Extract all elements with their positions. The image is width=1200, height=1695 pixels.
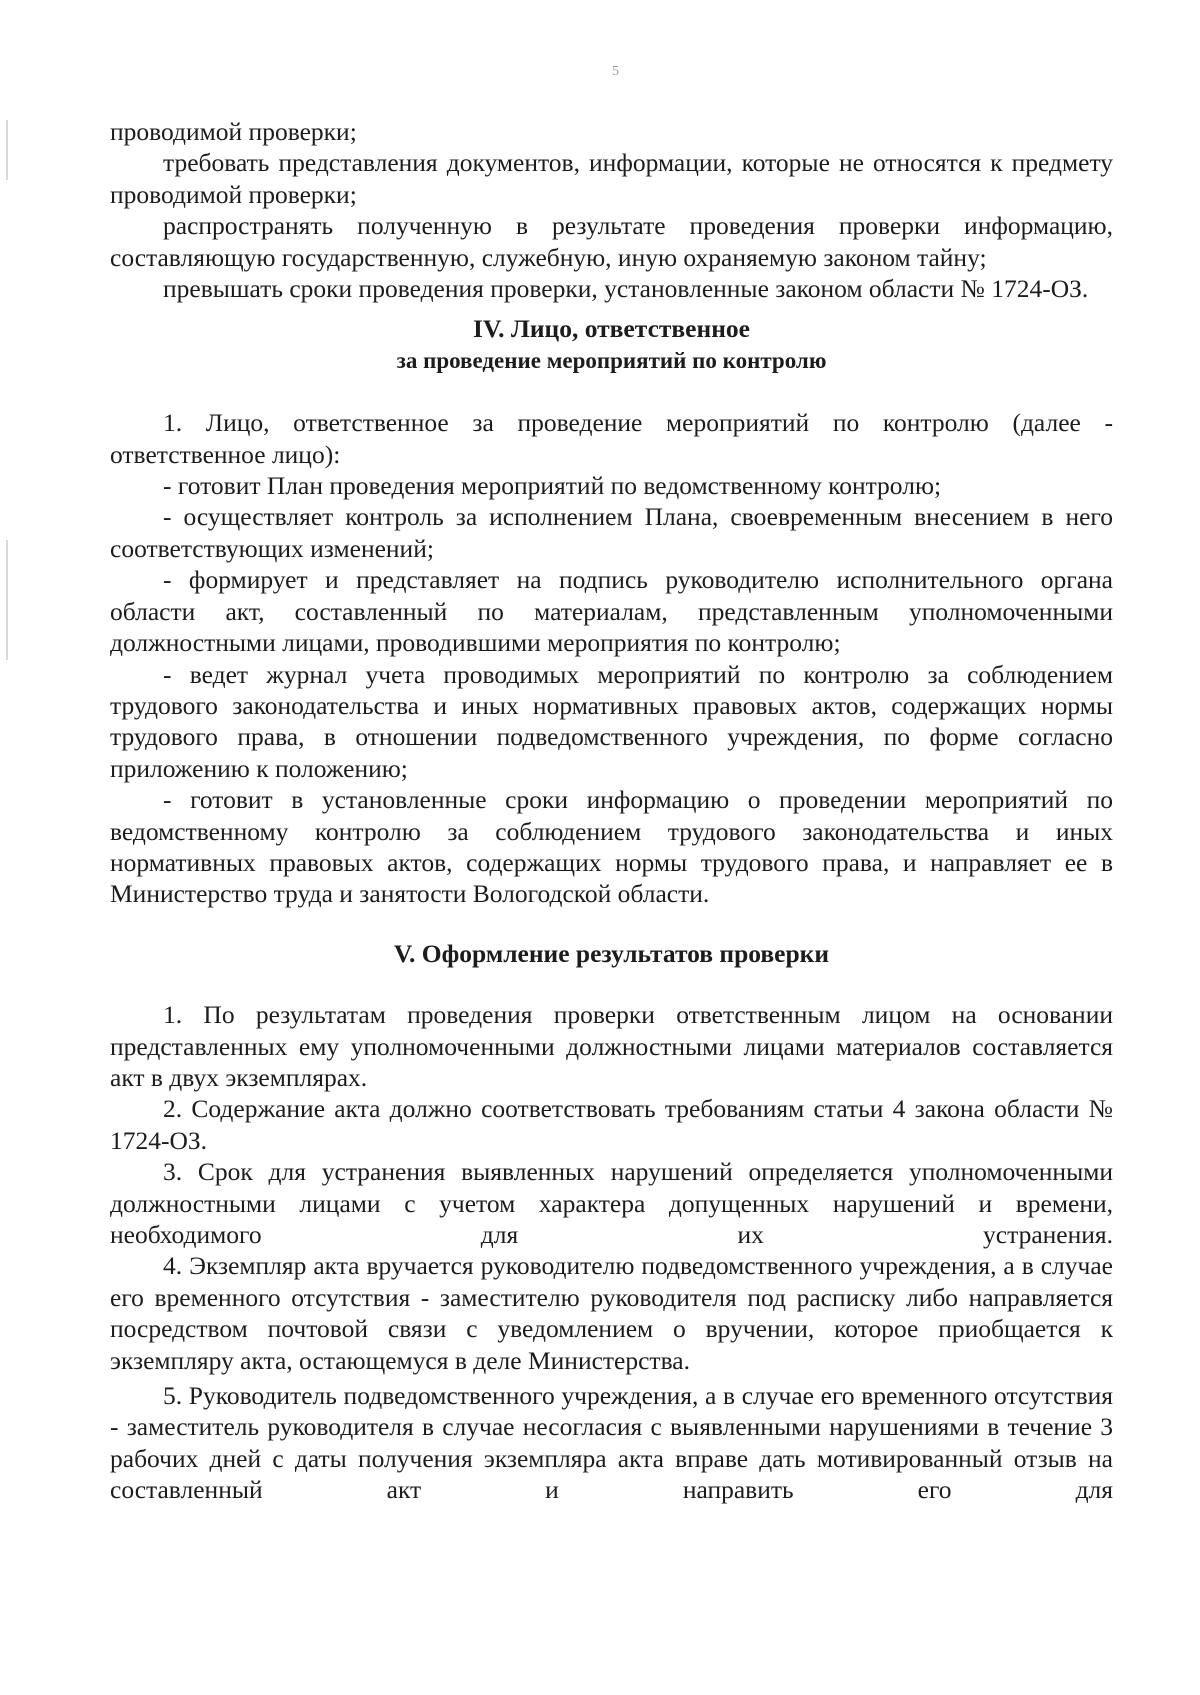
scan-edge-mark	[6, 540, 8, 660]
page-number: 5	[612, 64, 619, 79]
section-heading-4: IV. Лицо, ответственное	[473, 314, 750, 344]
section-heading-4-subtitle: за проведение мероприятий по контролю	[396, 347, 827, 373]
list-item: - готовит в установленные сроки информацию о проведении мероприятий по ведомственному контролю за соблюдением трудового законодательства и иных нормативных правовых актов, содержащих нормы трудового права, и направляет ее в Министерство труда и занятости Вологодской области.	[110, 785, 1113, 909]
list-item: - готовит План проведения мероприятий по ведомственному контролю;	[163, 471, 942, 501]
paragraph: 1. По результатам проведения проверки ответственным лицом на основании представленных ему уполномоченными должностными лицами материалов составляется акт в двух экземплярах.	[110, 1000, 1113, 1092]
document-body	[110, 116, 1113, 1506]
paragraph: распространять полученную в результате проведения проверки информацию, составляющую государственную, служебную, иную охраняемую законом тайну;	[110, 211, 1113, 272]
section-heading-5: V. Оформление результатов проверки	[393, 938, 830, 968]
paragraph: 2. Содержание акта должно соответствовать требованиям статьи 4 закона области № 1724-ОЗ.	[110, 1094, 1113, 1155]
list-item: - осуществляет контроль за исполнением Плана, своевременным внесением в него соответствующих изменений;	[110, 502, 1113, 563]
paragraph: 3. Срок для устранения выявленных нарушений определяется уполномоченными должностными лицами с учетом характера допущенных нарушений и времени, необходимого для их устранения.	[110, 1157, 1113, 1249]
paragraph: 5. Руководитель подведомственного учреждения, а в случае его временного отсутствия - заместитель руководителя в случае несогласия с выявленными нарушениями в течение 3 рабочих дней с даты получения экземпляра акта вправе дать мотивированный отзыв на составленный акт и направить его для	[110, 1381, 1113, 1505]
paragraph: проводимой проверки;	[110, 117, 357, 146]
paragraph: 1. Лицо, ответственное за проведение мероприятий по контролю (далее - ответственное лицо):	[110, 408, 1113, 469]
paragraph: превышать сроки проведения проверки, установленные законом области № 1724-ОЗ.	[163, 274, 1089, 304]
paragraph: требовать представления документов, информации, которые не относятся к предмету проводимой проверки;	[110, 148, 1113, 209]
paragraph: 4. Экземпляр акта вручается руководителю подведомственного учреждения, а в случае его временного отсутствия - заместителю руководителя под расписку либо направляется посредством почтовой связи с уведомлением о вручении, которое приобщается к экземпляру акта, остающемуся в деле Министерства.	[110, 1251, 1113, 1375]
list-item: - формирует и представляет на подпись руководителю исполнительного органа области акт, составленный по материалам, представленным уполномоченными должностными лицами, проводившими мероприятия по контролю;	[110, 565, 1113, 658]
scan-edge-mark	[6, 120, 8, 180]
list-item: - ведет журнал учета проводимых мероприятий по контролю за соблюдением трудового законодательства и иных нормативных правовых актов, содержащих нормы трудового права, в отношении подведомственного учреждения, по форме согласно приложению к положению;	[110, 659, 1113, 783]
